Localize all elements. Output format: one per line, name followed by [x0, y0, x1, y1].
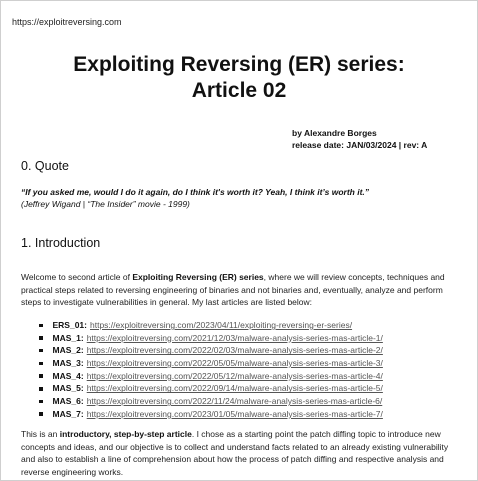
quote-text: “If you asked me, would I do it again, do I think it's worth it? Yeah, I think it’s worth it.” [21, 187, 370, 197]
bullet-icon [39, 400, 43, 404]
p2-text-b: . I chose as a starting point the patch diffing topic to introduce new concepts and ideas, and our objective is to collect and understand facts related to an already existing vulnerability and also to establish a line of comprehension about how the process of patch diffing and respective analysis and reverse engineering works. [21, 429, 449, 477]
bullet-icon [39, 387, 43, 391]
article-list-item [39, 408, 383, 421]
article-label: ERS_01: [52, 320, 87, 330]
article-label: MAS_7: [52, 408, 84, 419]
article-link[interactable]: https://exploitreversing.com/2022/11/24/malware-analysis-series-mas-article-6/ [86, 396, 383, 407]
quote-source: (Jeffrey Wigand | “The Insider” movie - 1999) [21, 199, 190, 209]
article-list-item [39, 344, 383, 357]
article-link[interactable]: https://exploitreversing.com/2022/05/12/malware-analysis-series-mas-article-4/ [86, 370, 383, 381]
article-link[interactable]: https://exploitreversing.com/2021/12/03/malware-analysis-series-mas-article-1/ [86, 332, 383, 343]
article-link[interactable]: https://exploitreversing.com/2022/02/03/malware-analysis-series-mas-article-2/ [86, 345, 383, 356]
site-url: https://exploitreversing.com [12, 17, 122, 27]
byline [292, 127, 427, 151]
article-link[interactable]: https://exploitreversing.com/2023/04/11/exploiting-reversing-er-series/ [90, 320, 353, 330]
article-label: MAS_6: [52, 396, 84, 407]
p2-emphasis: introductory, step-by-step article [59, 429, 192, 439]
article-list-item [39, 319, 383, 332]
article-list-item [39, 382, 383, 395]
article-label: MAS_4: [52, 370, 84, 381]
release-date: release date: JAN/03/2024 | rev: A [292, 140, 428, 150]
p2-text-a: This is an [21, 429, 60, 439]
section-heading-introduction: 1. Introduction [21, 236, 101, 250]
article-link[interactable]: https://exploitreversing.com/2022/09/14/malware-analysis-series-mas-article-5/ [86, 383, 383, 394]
title-line-2: Article 02 [191, 79, 287, 102]
article-title [1, 52, 477, 104]
article-list-item [39, 332, 383, 345]
bullet-icon [39, 412, 43, 416]
article-link[interactable]: https://exploitreversing.com/2023/01/05/malware-analysis-series-mas-article-7/ [86, 408, 383, 419]
article-list-item [39, 395, 383, 408]
article-link[interactable]: https://exploitreversing.com/2022/05/05/malware-analysis-series-mas-article-3/ [86, 358, 383, 369]
bullet-icon [39, 349, 43, 353]
title-line-1: Exploiting Reversing (ER) series: [73, 53, 405, 76]
bullet-icon [39, 336, 43, 340]
intro-paragraph-1 [21, 271, 461, 309]
article-label: MAS_5: [52, 383, 84, 394]
article-label: MAS_1: [52, 332, 84, 343]
article-label: MAS_2: [52, 345, 84, 356]
article-list-item [39, 370, 383, 383]
author: by Alexandre Borges [292, 128, 377, 138]
bullet-icon [39, 362, 43, 366]
p1-series-name: Exploiting Reversing (ER) series [132, 272, 264, 282]
section-heading-quote: 0. Quote [21, 159, 69, 173]
article-label: MAS_3: [52, 358, 84, 369]
intro-paragraph-2 [21, 428, 461, 478]
p1-text-a: Welcome to second article of [21, 272, 133, 282]
p1-text-b: , where we will review concepts, techniques and practical steps related to reversing engineering of binaries and not binaries and, eventually, analyze and perform steps to investigate vulnerabilities in general. My last articles are listed below: [21, 272, 445, 308]
bullet-icon [39, 324, 43, 328]
article-list-item [39, 357, 383, 370]
article-list [39, 319, 383, 421]
bullet-icon [39, 374, 43, 378]
